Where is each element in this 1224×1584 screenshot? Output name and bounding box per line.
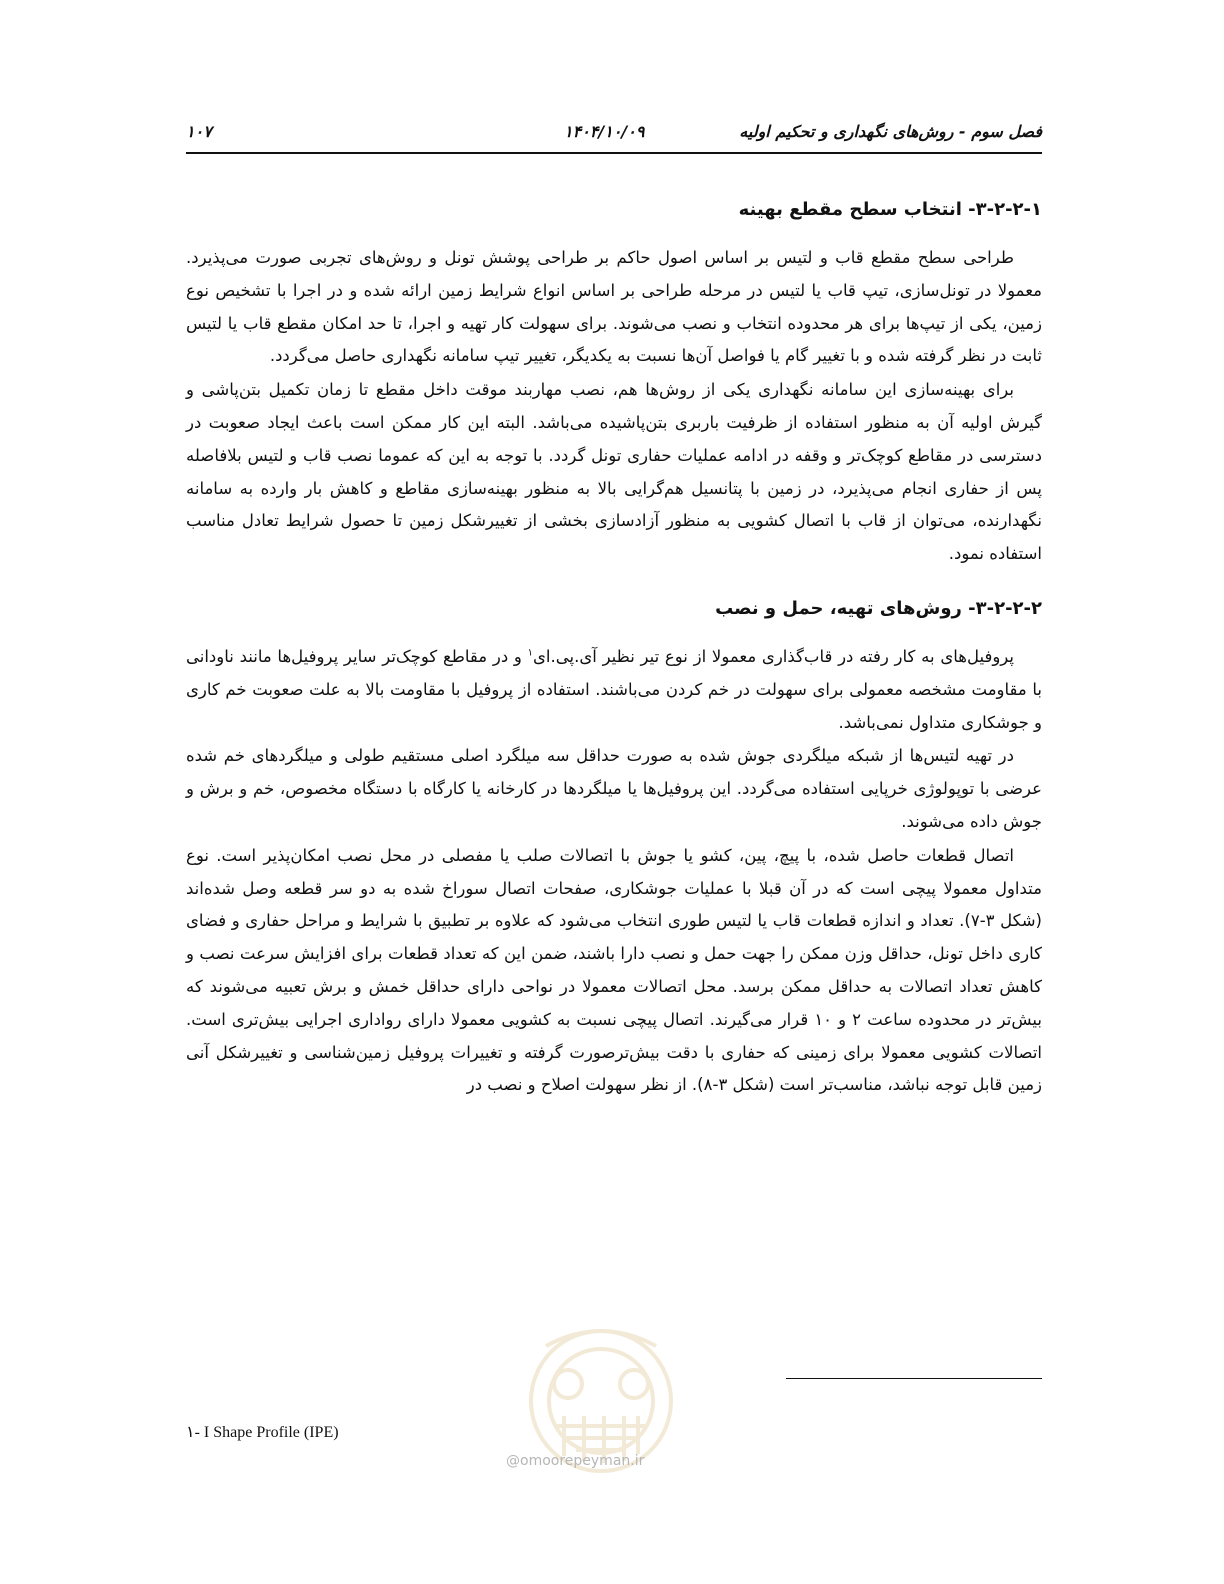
header-date: ۱۴۰۴/۱۰/۰۹ (564, 122, 645, 141)
header-divider (186, 152, 1042, 154)
paragraph: اتصال قطعات حاصل شده، با پیچ، پین، کشو یا جوش با اتصالات صلب یا مفصلی در محل نصب امکان‌پذیر است. نوع متداول معمولا پیچی است که در آن قبلا با عملیات جوشکاری، صفحات اتصال سوراخ شده به دو سر قطعه وصل شده‌اند (شکل ۳-۷). تعداد و اندازه قطعات قاب یا لتیس طوری انتخاب می‌شود که علاوه بر تطبیق با شرایط و مراحل حفاری و فضای کاری داخل تونل، حداقل وزن ممکن را جهت حمل و نصب دارا باشند، ضمن این که تعداد قطعات برای افزایش سرعت نصب و کاهش تعداد اتصالات به حداقل ممکن برسد. محل اتصالات معمولا در نواحی دارای حداقل خمش و برش تعبیه می‌شوند که بیش‌تر در محدوده ساعت ۲ و ۱۰ قرار می‌گیرند. اتصال پیچی نسبت به کشویی معمولا دارای رواداری اجرایی بیش‌تری است. اتصالات کشویی معمولا برای زمینی که حفاری با دقت بیش‌ترصورت گرفته و تغییرات پروفیل زمین‌شناسی و تغییرشکل آنی زمین قابل توجه نباشد، مناسب‌تر است (شکل ۳-۸). از نظر سهولت اصلاح و نصب در (186, 845, 1042, 1095)
section-heading-preparation-transport-installation: ۳-۲-۲-۲- روش‌های تهیه، حمل و نصب (715, 597, 1042, 619)
paragraph: طراحی سطح مقطع قاب و لتیس بر اساس اصول حاکم بر طراحی پوشش تونل و روش‌های تجربی صورت می‌پذیرد. معمولا در تونل‌سازی، تیپ قاب یا لتیس در مرحله طراحی بر اساس انواع شرایط زمین ارائه شده و در اجرا با تشخیص نوع زمین، یکی از تیپ‌ها برای هر محدوده انتخاب و نصب می‌شوند. برای سهولت کار تهیه و اجرا، تا حد امکان مقطع قاب یا لتیس ثابت در نظر گرفته شده و با تغییر گام یا فواصل آن‌ها نسبت به یکدیگر، تغییر تیپ سامانه نگهداری حاصل می‌گردد. (186, 248, 1042, 366)
paragraph-text: و در مقاطع کوچک‌تر سایر پروفیل‌ها مانند ناودانی با مقاومت مشخصه معمولی برای سهولت در خم کردن می‌باشند. استفاده از پروفیل با مقاومت بالا به علت صعوبت خم کاری و جوشکاری متداول نمی‌باشد. (186, 646, 1042, 732)
paragraph: برای بهینه‌سازی این سامانه نگهداری یکی از روش‌ها هم، نصب مهاربند موقت داخل مقطع تا زمان تکمیل بتن‌پاشی و گیرش اولیه آن به منظور استفاده از ظرفیت باربری بتن‌پاشیده می‌باشد. البته این کار ممکن است باعث ایجاد صعوبت در دسترسی در مقاطع کوچک‌تر و وقفه در ادامه عملیات حفاری تونل گردد. با توجه به این که عموما نصب قاب و لتیس بلافاصله پس از حفاری انجام می‌پذیرد، در زمین با پتانسیل هم‌گرایی بالا به منظور بهینه‌سازی مقاطع و کاهش بار وارده به سامانه نگهدارنده، می‌توان از قاب با اتصال کشویی به منظور آزادسازی بخشی از تغییرشکل زمین تا حصول شرایط تعادل مناسب استفاده نمود. (186, 380, 1042, 564)
paragraph-text: پروفیل‌های به کار رفته در قاب‌گذاری معمولا از نوع تیر نظیر آی.پی.ای (533, 646, 1014, 666)
footnote-divider (786, 1378, 1042, 1379)
chapter-title: فصل سوم - روش‌های نگهداری و تحکیم اولیه (739, 122, 1042, 141)
paragraph: در تهیه لتیس‌ها از شبکه میلگردی جوش شده به صورت حداقل سه میلگرد اصلی مستقیم طولی و میلگردهای خم شده عرضی با توپولوژی خرپایی استفاده می‌گردد. این پروفیل‌ها یا میلگردها در کارخانه یا کارگاه با دستگاه مخصوص، خم و برش و جوش داده می‌شوند. (186, 746, 1042, 831)
footnote-reference[interactable]: ۱ (527, 647, 533, 659)
section-heading-optimal-cross-section: ۳-۲-۲-۱- انتخاب سطح مقطع بهینه (738, 199, 1042, 220)
running-header (186, 118, 1042, 148)
paragraph (186, 641, 1042, 739)
watermark-url: @omoorepeyman.ir (506, 1453, 645, 1469)
body-text (186, 196, 1042, 1102)
watermark-logo-icon (486, 1306, 716, 1506)
page-number: ۱۰۷ (186, 122, 212, 141)
footnote: ۱- I Shape Profile (IPE) (186, 1424, 339, 1441)
